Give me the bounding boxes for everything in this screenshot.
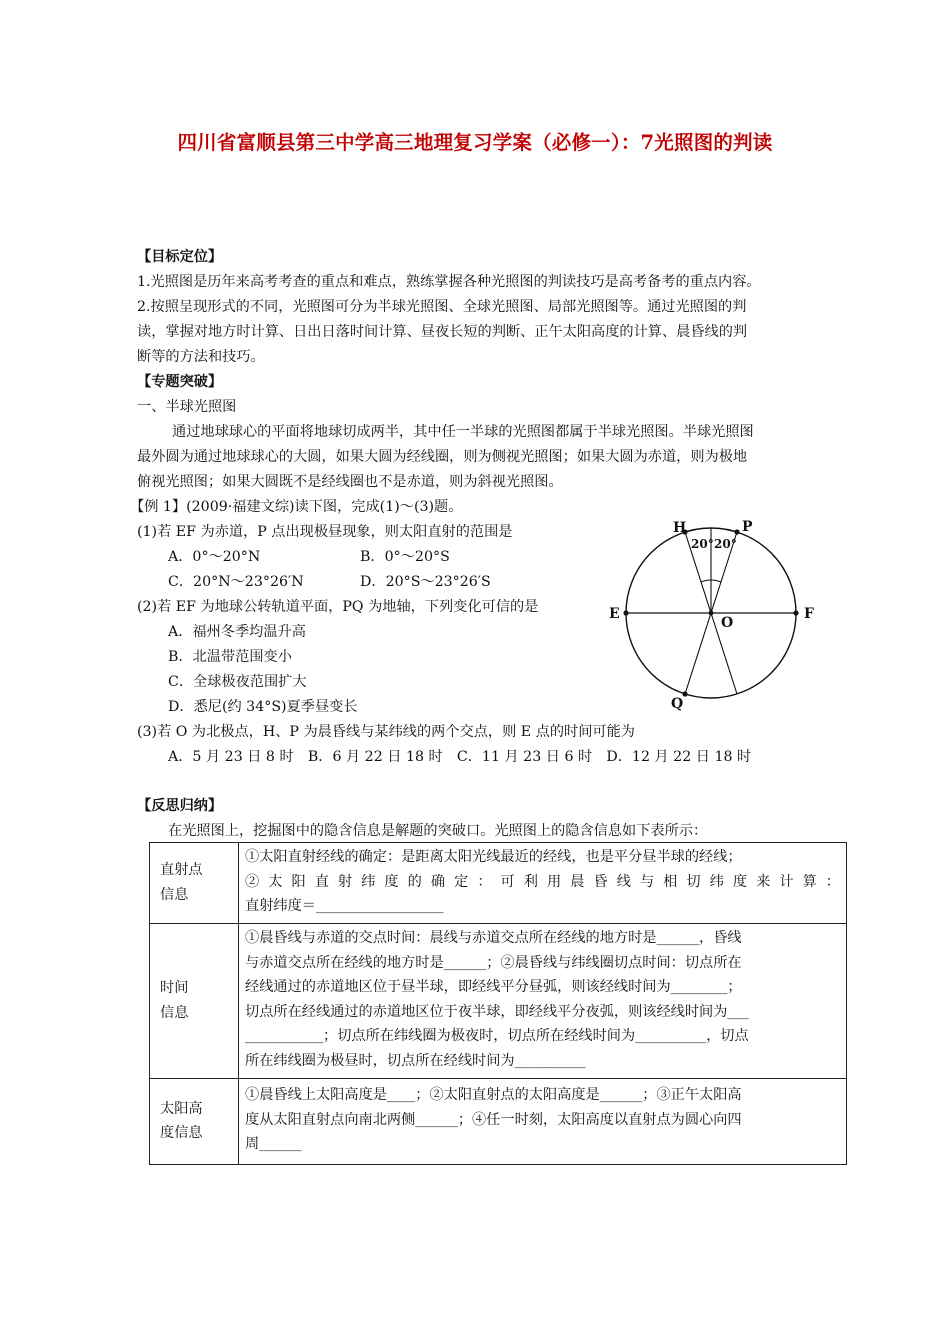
row-text-line: ①太阳直射经线的确定：是距离太阳光线最近的经线，也是平分昼半球的经线； (245, 849, 742, 865)
point-p-dot (734, 529, 739, 534)
row-text-line: 周______ (245, 1136, 302, 1153)
row-text-line: 所在纬线圈为极昼时，切点所在经线时间为__________ (245, 1052, 586, 1069)
table-row (150, 923, 847, 1078)
example-source: (2009·福建文综)读下图，完成(1)～(3)题。 (186, 499, 463, 515)
example-intro (130, 495, 462, 520)
row-header-line: 直射点 (160, 862, 203, 879)
label-e: E (609, 606, 620, 622)
label-angle-left: 20° (691, 537, 714, 551)
question-2-option-c: C．全球极夜范围扩大 (168, 674, 307, 690)
reflect-intro: 在光照图上，挖掘图中的隐含信息是解题的突破口。光照图上的隐含信息如下表所示： (168, 823, 708, 839)
label-angle-right: 20° (714, 537, 737, 551)
point-e-dot (623, 610, 628, 615)
question-3-options: A．5 月 23 日 8 时 B．6 月 22 日 18 时 C．11 月 23 日 6 时 D．12 月 22 日 18 时 (168, 749, 752, 765)
row-text-line: 经线通过的赤道地区位于昼半球，即经线平分昼弧，则该经线时间为________； (245, 979, 742, 995)
question-2-option-b: B．北温带范围变小 (168, 649, 292, 665)
question-1: (1)若 EF 为赤道，P 点出现极昼现象，则太阳直射的范围是 (137, 524, 513, 540)
label-h: H (673, 520, 687, 536)
row-header-line: 信息 (160, 1004, 189, 1021)
goal-item-2-line-3: 断等的方法和技巧。 (137, 349, 265, 365)
question-1-option-c: C．20°N～23°26′N (168, 574, 304, 590)
illumination-figure (605, 512, 830, 712)
label-o: O (721, 615, 734, 631)
row-header-line: 信息 (160, 886, 189, 903)
topic-paragraph-line-1: 通过地球球心的平面将地球切成两半，其中任一半球的光照图都属于半球光照图。半球光照图 (172, 424, 754, 440)
topic-heading: 【专题突破】 (137, 374, 223, 390)
row-content (239, 843, 847, 924)
page-title: 四川省富顺县第三中学高三地理复习学案（必修一）：7光照图的判读 (177, 131, 773, 154)
label-f: F (804, 606, 814, 622)
goal-item-2-line-2: 读，掌握对地方时计算、日出日落时间计算、昼夜长短的判断、正午太阳高度的计算、晨昏线的判 (137, 324, 748, 340)
row-header (150, 1078, 239, 1164)
row-header-line: 时间 (160, 980, 189, 996)
goal-item-1: 1.光照图是历年来高考考查的重点和难点，熟练掌握各种光照图的判读技巧是高考备考的重点内容。 (137, 274, 761, 290)
section-heading: 一、半球光照图 (137, 399, 237, 415)
goal-heading: 【目标定位】 (137, 249, 223, 265)
row-text-line: ___________；切点所在纬线圈为极夜时，切点所在经线时间为__________，切点 (245, 1028, 749, 1044)
row-text-line: 与赤道交点所在经线的地方时是______；②晨昏线与纬线圈切点时间：切点所在 (245, 954, 742, 971)
label-p: P (742, 519, 753, 535)
row-text-line: ①晨昏线与赤道的交点时间：晨线与赤道交点所在经线的地方时是______，昏线 (245, 930, 742, 946)
point-o-dot (709, 611, 714, 616)
topic-paragraph-line-2: 最外圆为通过地球球心的大圆，如果大圆为经线圈，则为侧视光照图；如果大圆为赤道，则为极地 (137, 449, 748, 465)
table-row (150, 843, 847, 924)
info-table (149, 842, 847, 1165)
question-1-option-b: B．0°～20°S (360, 549, 450, 565)
row-text-line: 切点所在经线通过的赤道地区位于夜半球，即经线平分夜弧，则该经线时间为___ (245, 1003, 749, 1020)
row-header (150, 923, 239, 1078)
row-content (239, 923, 847, 1078)
row-header (150, 843, 239, 924)
row-text-line: ②太阳直射纬度的确定：可利用晨昏线与相切纬度来计算： (245, 873, 840, 890)
question-3: (3)若 O 为北极点，H、P 为晨昏线与某纬线的两个交点，则 E 点的时间可能为 (137, 724, 635, 740)
row-text-line: 直射纬度＝__________________ (245, 898, 444, 914)
row-text-line: ①晨昏线上太阳高度是____；②太阳直射点的太阳高度是______；③正午太阳高 (245, 1087, 742, 1104)
question-1-option-a: A．0°～20°N (168, 549, 261, 565)
question-2-option-a: A．福州冬季均温升高 (168, 624, 306, 640)
goal-item-2-line-1: 2.按照呈现形式的不同，光照图可分为半球光照图、全球光照图、局部光照图等。通过光照图的判 (137, 299, 747, 315)
point-f-dot (793, 610, 798, 615)
example-label: 【例 1】 (130, 499, 187, 515)
question-2-option-d: D．悉尼(约 34°S)夏季昼变长 (168, 699, 358, 715)
question-1-option-d: D．20°S～23°26′S (360, 574, 491, 590)
row-header-line: 度信息 (160, 1125, 203, 1141)
label-q: Q (671, 696, 684, 712)
row-text-line: 度从太阳直射点向南北两侧______；④任一时刻，太阳高度以直射点为圆心向四 (245, 1111, 742, 1128)
row-header-line: 太阳高 (160, 1100, 203, 1117)
topic-paragraph-line-3: 俯视光照图；如果大圆既不是经线圈也不是赤道，则为斜视光照图。 (137, 474, 563, 490)
table-row (150, 1078, 847, 1164)
row-content (239, 1078, 847, 1164)
question-2: (2)若 EF 为地球公转轨道平面，PQ 为地轴，下列变化可信的是 (137, 599, 539, 615)
reflect-heading: 【反思归纳】 (137, 798, 223, 814)
